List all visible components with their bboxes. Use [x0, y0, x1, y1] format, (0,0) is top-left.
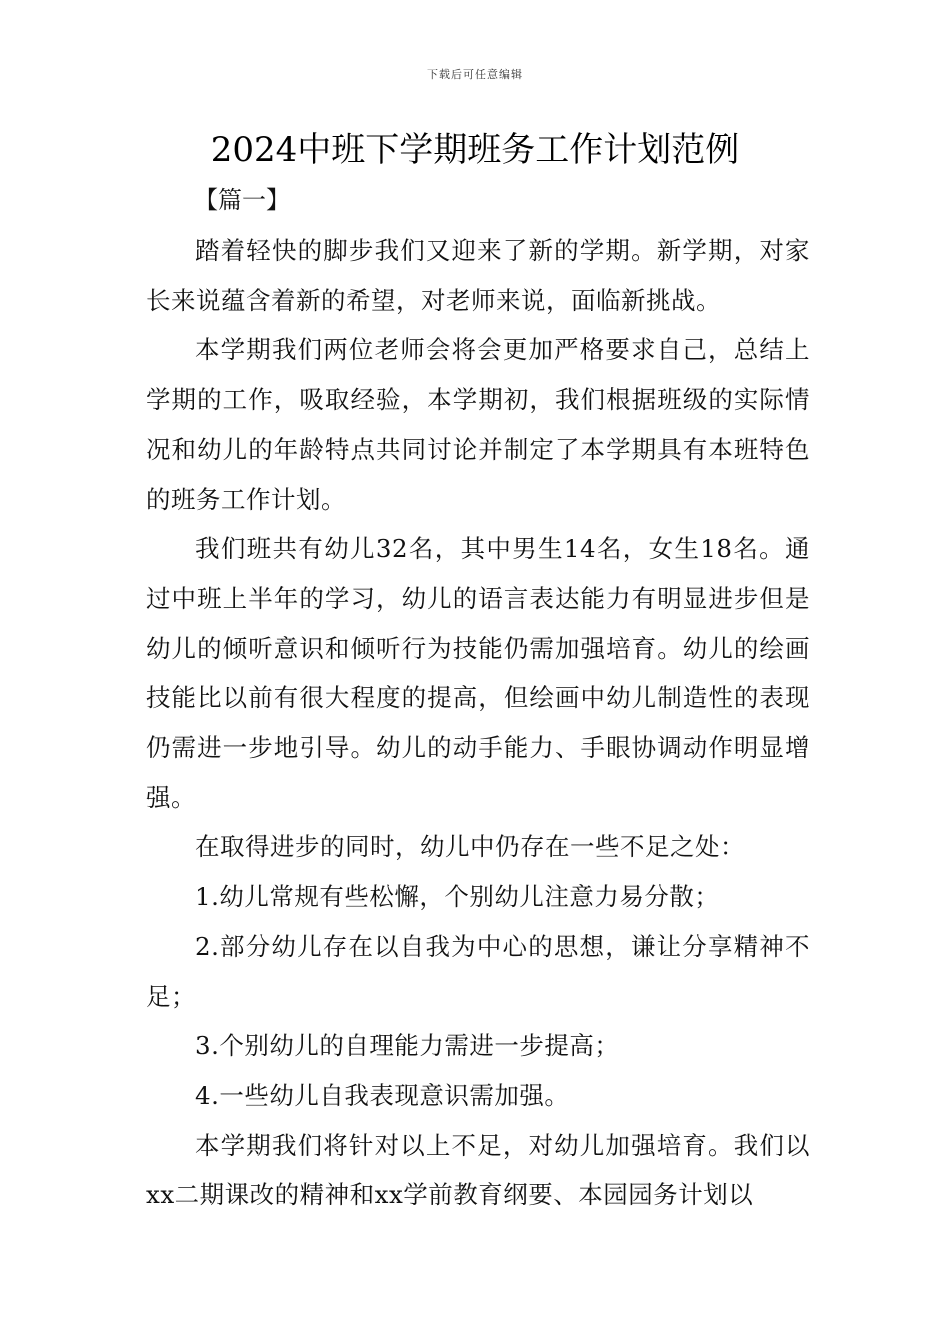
paragraph: 在取得进步的同时，幼儿中仍存在一些不足之处：	[195, 832, 745, 862]
list-item: 3.个别幼儿的自理能力需进一步提高；	[195, 1031, 620, 1061]
document-title: 2024中班下学期班务工作计划范例	[210, 130, 740, 170]
list-item: 2.部分幼儿存在以自我为中心的思想，谦让分享精神不足；	[146, 931, 810, 1011]
paragraph: 我们班共有幼儿32名，其中男生14名，女生18名。通过中班上半年的学习，幼儿的语言表达能力有明显进步但是幼儿的倾听意识和倾听行为技能仍需加强培育。幼儿的绘画技能比以前有很大程度的提高，但绘画中幼儿制造性的表现仍需进一步地引导。幼儿的动手能力、手眼协调动作明显增强。	[146, 534, 810, 812]
list-item: 4.一些幼儿自我表现意识需加强。	[195, 1080, 570, 1110]
section-label: 【篇一】	[194, 186, 290, 214]
paragraph: 本学期我们两位老师会将会更加严格要求自己，总结上学期的工作，吸取经验，本学期初，我们根据班级的实际情况和幼儿的年龄特点共同讨论并制定了本学期具有本班特色的班务工作计划。	[146, 335, 810, 514]
list-item: 1.幼儿常规有些松懈，个别幼儿注意力易分散；	[195, 882, 720, 912]
header-note: 下载后可任意编辑	[427, 68, 523, 81]
paragraph: 踏着轻快的脚步我们又迎来了新的学期。新学期，对家长来说蕴含着新的希望，对老师来说，面临新挑战。	[146, 236, 810, 315]
body-text	[146, 226, 810, 1220]
paragraph: 本学期我们将针对以上不足，对幼儿加强培育。我们以xx二期课改的精神和xx学前教育纲要、本园园务计划以	[146, 1130, 810, 1210]
